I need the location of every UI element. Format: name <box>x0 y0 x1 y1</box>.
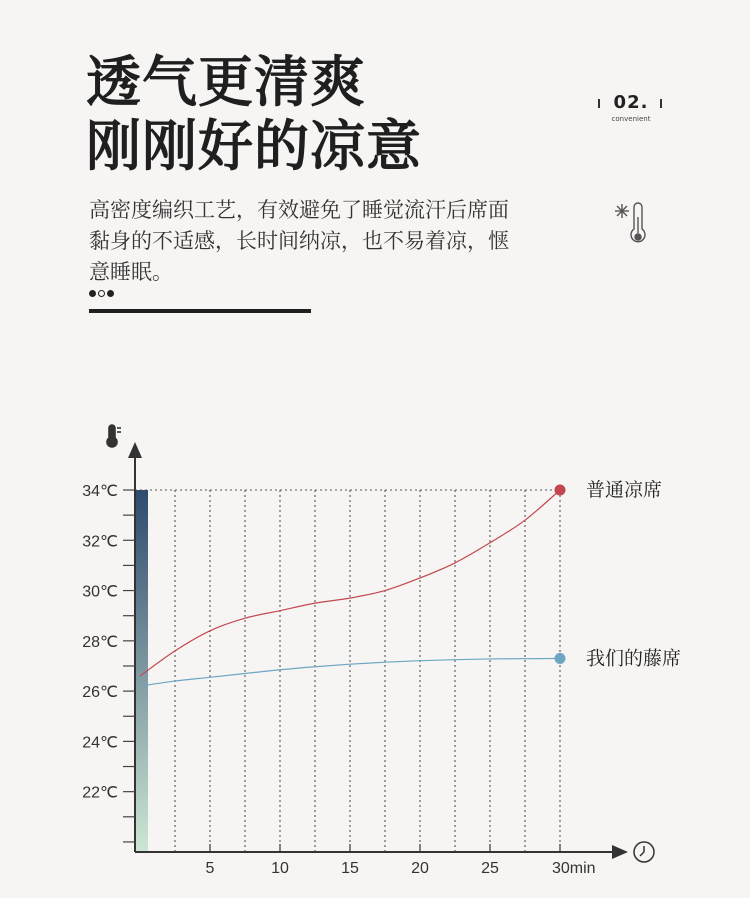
x-tick-label: 15 <box>341 860 359 877</box>
series-label-2: 我们的藤席 <box>586 647 682 670</box>
y-tick-label: 28℃ <box>82 633 118 651</box>
badge-subtitle: convenient <box>611 115 651 123</box>
y-tick-label: 24℃ <box>82 734 118 752</box>
grid-lines <box>175 490 560 852</box>
x-tick-label: 20 <box>411 860 429 877</box>
series-label-1: 普通凉席 <box>586 479 663 501</box>
y-tick-label: 30℃ <box>82 583 118 601</box>
x-tick-labels <box>206 860 596 877</box>
y-axis-arrow <box>128 442 142 458</box>
y-tick-label: 34℃ <box>82 483 118 500</box>
x-axis-arrow <box>612 845 628 859</box>
series-endpoint-2 <box>555 653 566 664</box>
x-tick-label: 25 <box>481 860 499 877</box>
clock-icon <box>634 842 654 862</box>
x-tick-label: 5 <box>205 860 215 877</box>
y-tick-label: 26℃ <box>82 684 118 702</box>
y-minor-ticks <box>123 490 135 842</box>
description: 高密度编织工艺，有效避免了睡觉流汗后席面黏身的不适感，长时间纳凉，也不易着凉，惬意睡眠。 <box>89 198 509 284</box>
x-tick-label: 30min <box>552 860 596 877</box>
y-tick-label: 22℃ <box>82 784 118 802</box>
series-endpoint-1 <box>555 485 566 496</box>
series-endpoints <box>555 479 682 669</box>
headline-line-2: 刚刚好的凉意 <box>86 114 423 178</box>
badge-number: 02. <box>613 92 649 113</box>
y-tick-label: 32℃ <box>82 533 118 551</box>
x-tick-label: 10 <box>271 860 289 877</box>
headline-line-1: 透气更清爽 <box>86 50 367 114</box>
y-tick-labels <box>82 483 118 802</box>
thermometer-icon <box>107 425 121 447</box>
series-line-1 <box>140 490 560 676</box>
